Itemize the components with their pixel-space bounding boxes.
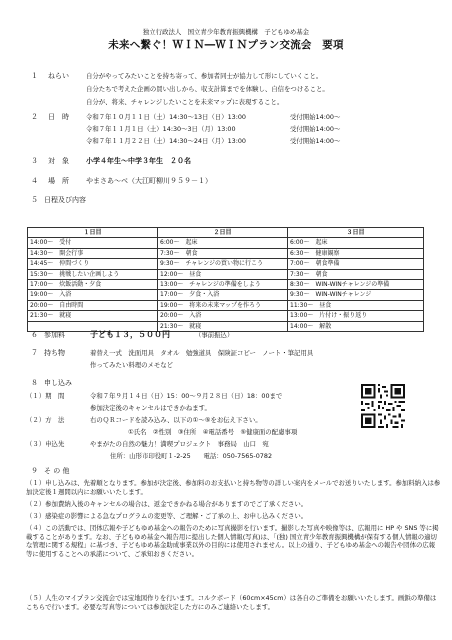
schedule-cell: 20:00～ 入浴	[158, 311, 288, 321]
page-title: 未来へ繋ぐ！ＷＩＮ―ＷＩＮプラン交流会 要項	[108, 39, 344, 51]
section-label-items: 持ち物	[44, 349, 65, 357]
section-number: ９	[31, 467, 38, 475]
section-number: ３	[31, 157, 38, 165]
aim-line: 自分たちで考えた企画の買い出しから、収支計算までを体験し、自信をつけること。	[86, 85, 329, 93]
section-number: ４	[31, 177, 38, 185]
schedule-cell: 17:00～ 夕食・入浴	[158, 290, 288, 300]
other-item: （３）感染症の影響による急なプログラムの変更等、ご理解・ご了承の上、お申し込みください。	[26, 512, 308, 520]
date-row: 令和７年１０月１１日（土）14:30～13日（日）13:00	[86, 113, 246, 121]
section-label-schedule: 日程及び内容	[44, 196, 86, 204]
schedule-cell: 19:00～ 入浴	[28, 290, 158, 300]
other-item: （４）この活動では、団体広報や子どもゆめ基金への報告のために写真撮影を行います。撮影した写真や映像等は、広報用に HP や SNS 等に掲載することがあります。なお、子どもゆめ基金へ報告用に提出した個人情報(写真)は、「(独) 国立青少年教育振興機構が保有する個人情報の適切な管理に関する規程」に基づき、子どもゆめ基金助成事業以外の目的には使用されません。以上の通り、子どもゆめ基金への報告や団体の広報等に使用することへの承諾について、ご承知おきください。	[26, 524, 439, 558]
schedule-header: ２日目	[158, 228, 288, 238]
section-label-aim: ねらい	[48, 72, 69, 80]
schedule-cell: 14:30～ 開会行事	[28, 248, 158, 258]
qr-code-icon[interactable]	[361, 384, 405, 428]
schedule-header-row	[28, 228, 424, 238]
table-row	[28, 248, 424, 258]
apply-period-label: （１）期 間	[26, 392, 65, 400]
table-row	[28, 290, 424, 300]
reception-time: 受付開始14:00～	[290, 137, 341, 145]
reception-time: 受付開始14:00～	[290, 125, 341, 133]
fee-note: （事前振込）	[195, 331, 234, 339]
schedule-cell: 9:30～ チャレンジの買い物に行こう	[158, 259, 288, 269]
schedule-cell: 14:00～ 受付	[28, 238, 158, 248]
apply-method-label: （２）方 法	[26, 416, 65, 424]
apply-address: 住所：山形市印役町１-2-25 電話：050-7565-0782	[110, 452, 273, 460]
table-row	[28, 238, 424, 248]
schedule-cell: 21:30～ 就寝	[28, 311, 158, 321]
reception-time: 受付開始14:00～	[290, 113, 341, 121]
schedule-header: ３日目	[288, 228, 424, 238]
table-row	[28, 280, 424, 290]
venue-value: やまさあ～ベ（大江町柳川９５９－１）	[86, 177, 212, 185]
table-row	[28, 321, 424, 331]
schedule-cell: 14:45～ 仲間づくり	[28, 259, 158, 269]
section-label-other: そ の 他	[44, 467, 70, 475]
aim-line: 自分がやってみたいことを持ち寄って、参加者同士が協力して形にしていくこと。	[86, 72, 323, 80]
section-number: １	[31, 72, 38, 80]
fee-value: 子ども１３，５００円	[90, 330, 170, 339]
section-number: ８	[31, 379, 38, 387]
apply-dest: やまがたの自然の魅力！満喫プロジェクト 事務局 山口 宛	[90, 440, 269, 448]
other-item: （２）参加費納入後のキャンセルの場合は、返金できかねる場合がありますのでご了承ください。	[26, 500, 308, 508]
target-value: 小学４年生～中学３年生 ２０名	[86, 157, 191, 165]
section-label-target: 対 象	[48, 157, 69, 165]
schedule-cell: 15:30～ 挑戦したい企画しよう	[28, 269, 158, 279]
apply-period: 令和７年９月１４日（日）15：00～９月２８日（日）18：00まで	[90, 392, 283, 400]
table-row	[28, 300, 424, 310]
table-row	[28, 311, 424, 321]
schedule-cell: 8:30～ WIN-WINチャレンジの準備	[288, 280, 424, 290]
schedule-cell: 7:00～ 朝食準備	[288, 259, 424, 269]
section-label-fee: 参加料	[44, 331, 65, 339]
date-row: 令和７年１１月１日（土）14:30～3日（月）13:00	[86, 125, 236, 133]
schedule-cell: 6:30～ 健康観察	[288, 248, 424, 258]
table-row	[28, 269, 424, 279]
other-item: （５）人生のマイプラン交流会では宝地図作りを行います。コルクボード（60cm×45cm）は各自のご準備をお願いいたします。画鋲の準備はこちらで行います。必要な写真等については参加決定した方にのみご連絡いたします。	[26, 594, 437, 611]
items-line: 作ってみたい料理のメモなど	[90, 361, 174, 369]
schedule-cell: 14:00～ 解散	[288, 321, 424, 331]
schedule-cell: 21:30～ 就寝	[158, 321, 288, 331]
apply-method: 右のＱＲコードを読み込み、以下の①～⑤をお伝え下さい。	[90, 416, 262, 424]
org-line: 独立行政法人 国立青少年教育振興機構 子どもゆめ基金	[142, 28, 310, 36]
apply-method-items: ①氏名 ②性別 ③住所 ④電話番号 ⑤健康面の配慮事項	[128, 428, 298, 436]
date-row: 令和７年１１月２２日（土）14:30～24日（月）13:00	[86, 137, 246, 145]
schedule-cell: 9:30～ WIN-WINチャレンジ	[288, 290, 424, 300]
schedule-cell: 19:00～ 将来の未来マップを作ろう	[158, 300, 288, 310]
section-number: ２	[31, 113, 38, 121]
schedule-cell: 17:00～ 炊飯活動・夕食	[28, 280, 158, 290]
section-label-dates: 日 時	[48, 113, 69, 121]
section-number: ７	[31, 349, 38, 357]
apply-dest-label: （３）申込先	[26, 440, 65, 448]
section-label-apply: 申し込み	[44, 379, 72, 387]
schedule-cell: 6:00～ 起床	[158, 238, 288, 248]
section-label-venue: 場 所	[48, 177, 69, 185]
schedule-cell: 11:30～ 昼食	[288, 300, 424, 310]
section-number: ６	[31, 331, 38, 339]
schedule-cell: 12:00～ 昼食	[158, 269, 288, 279]
schedule-cell: 7:30～ 朝食	[288, 269, 424, 279]
schedule-cell: 13:00～ 片付け・振り返り	[288, 311, 424, 321]
items-line: 着替え一式 洗面用具 タオル 勉強道具 保険証コピー ノート・筆記用具	[90, 349, 314, 357]
schedule-cell: 20:00～ 自由時間	[28, 300, 158, 310]
schedule-cell: 7:30～ 朝食	[158, 248, 288, 258]
schedule-table	[27, 227, 424, 332]
apply-period-note: 参加決定後のキャンセルはできかねます。	[90, 404, 211, 412]
table-row	[28, 259, 424, 269]
aim-line: 自分が、将来、チャレンジしたいことを未来マップに表現すること。	[86, 98, 284, 106]
schedule-header: １日目	[28, 228, 158, 238]
schedule-cell: 6:00～ 起床	[288, 238, 424, 248]
other-item: （１）申し込みは、先着順となります。参加が決定後、参加料のお支払いと持ち物等の詳しい案内をメールでお送りいたします。参加料納入は参加決定後１週間以内にお願いいたします。	[26, 479, 441, 496]
schedule-cell: 13:00～ チャレンジの準備をしよう	[158, 280, 288, 290]
section-number: ５	[31, 196, 38, 204]
